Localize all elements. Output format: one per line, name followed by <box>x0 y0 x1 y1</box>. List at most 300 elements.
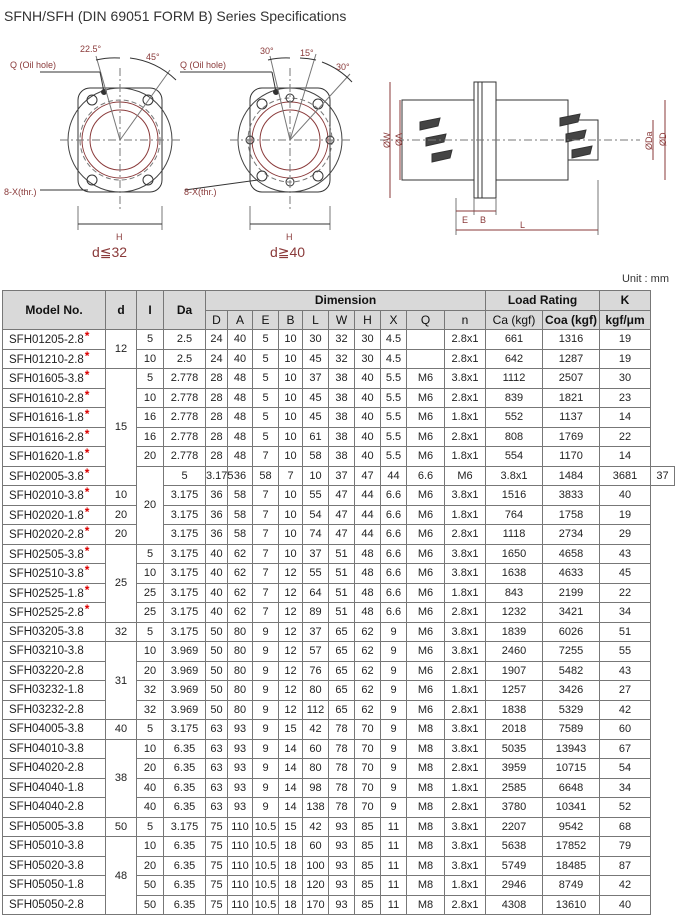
col-header-i: I <box>137 291 164 330</box>
cell-da: 2.778 <box>164 408 206 428</box>
cell-b: 15 <box>279 720 303 740</box>
model-number: SFH03232-2.8 <box>9 703 84 716</box>
cell-x: 9 <box>381 798 407 818</box>
cell-w: 51 <box>329 583 355 603</box>
cell-e: 10.5 <box>253 876 279 896</box>
cell-e: 9 <box>253 798 279 818</box>
cell-h: 70 <box>355 798 381 818</box>
cell-d: 24 <box>206 330 228 350</box>
table-row <box>3 759 675 779</box>
cell-k: 19 <box>600 505 651 525</box>
cell-n: 3.8x1 <box>445 856 486 876</box>
cell-w: 51 <box>329 564 355 584</box>
col-header-dim: H <box>355 310 381 330</box>
cell-da: 3.969 <box>164 681 206 701</box>
cell-da: 3.175 <box>164 505 206 525</box>
cell-i: 10 <box>137 349 164 369</box>
model-cell <box>3 642 106 662</box>
star-marker: * <box>84 387 90 402</box>
cell-ca: 2207 <box>486 817 543 837</box>
cell-b: 10 <box>279 525 303 545</box>
star-marker: * <box>84 524 90 539</box>
cell-w: 38 <box>329 388 355 408</box>
cell-k: 37 <box>651 466 675 486</box>
cell-l: 60 <box>303 837 329 857</box>
cell-i: 5 <box>137 544 164 564</box>
cell-coa: 1821 <box>543 388 600 408</box>
cell-l: 120 <box>303 876 329 896</box>
cell-n: 1.8x1 <box>445 408 486 428</box>
cell-w: 78 <box>329 720 355 740</box>
table-row <box>3 505 675 525</box>
cell-ca: 552 <box>486 408 543 428</box>
cell-b: 18 <box>279 856 303 876</box>
cell-w: 38 <box>329 427 355 447</box>
cell-d: 63 <box>206 759 228 779</box>
cell-x: 9 <box>381 739 407 759</box>
cell-coa: 8749 <box>543 876 600 896</box>
cell-ca: 2018 <box>486 720 543 740</box>
model-number: SFH05005-3.8 <box>9 820 84 833</box>
cell-l: 64 <box>303 583 329 603</box>
table-row <box>3 486 675 506</box>
cell-h: 70 <box>355 778 381 798</box>
cell-k: 14 <box>600 447 651 467</box>
cell-da: 6.35 <box>164 778 206 798</box>
cell-coa: 6648 <box>543 778 600 798</box>
table-header-row-1 <box>3 291 675 311</box>
model-number: SFH01616-2.8 <box>9 431 84 444</box>
cell-k: 67 <box>600 739 651 759</box>
cell-d: 20 <box>137 466 164 544</box>
cell-k: 60 <box>600 720 651 740</box>
cell-x: 6.6 <box>381 583 407 603</box>
cell-ca: 2460 <box>486 642 543 662</box>
col-header-dim: X <box>381 310 407 330</box>
cell-ca: 1907 <box>486 661 543 681</box>
technical-drawings <box>0 30 677 270</box>
cell-l: 57 <box>303 642 329 662</box>
cell-ca: 3780 <box>486 798 543 818</box>
cell-l: 45 <box>303 388 329 408</box>
cell-w: 38 <box>329 369 355 389</box>
cell-x: 5.5 <box>381 427 407 447</box>
cell-e: 5 <box>253 388 279 408</box>
cell-k: 19 <box>600 349 651 369</box>
cell-n: 3.8x1 <box>486 466 543 486</box>
cell-a: 80 <box>228 700 253 720</box>
cell-i: 5 <box>137 817 164 837</box>
model-cell <box>3 603 106 623</box>
table-row <box>3 447 675 467</box>
cell-da: 3.175 <box>206 466 228 486</box>
cell-q <box>407 349 445 369</box>
col-header-dim: D <box>206 310 228 330</box>
cell-i: 10 <box>106 486 137 506</box>
cell-q: M6 <box>407 505 445 525</box>
model-number: SFH02525-2.8 <box>9 607 84 620</box>
star-marker: * <box>84 348 90 363</box>
cell-b: 10 <box>279 330 303 350</box>
model-number: SFH04005-3.8 <box>9 723 84 736</box>
model-number: SFH04020-2.8 <box>9 762 84 775</box>
cell-a: 80 <box>228 642 253 662</box>
cell-l: 98 <box>303 778 329 798</box>
table-row <box>3 564 675 584</box>
cell-ca: 1638 <box>486 564 543 584</box>
col-header-dim: Q <box>407 310 445 330</box>
model-number: SFH05010-3.8 <box>9 840 84 853</box>
cell-l: 42 <box>303 720 329 740</box>
model-number: SFH02010-3.8 <box>9 490 84 503</box>
cell-da: 2.778 <box>164 369 206 389</box>
model-number: SFH03232-1.8 <box>9 684 84 697</box>
table-row <box>3 603 675 623</box>
cell-b: 10 <box>303 466 329 486</box>
cell-l: 55 <box>303 486 329 506</box>
star-marker: * <box>84 368 90 383</box>
cell-q: M6 <box>407 388 445 408</box>
cell-ca: 3959 <box>486 759 543 779</box>
cell-a: 48 <box>228 427 253 447</box>
cell-coa: 1170 <box>543 447 600 467</box>
table-row <box>3 895 675 915</box>
cell-b: 12 <box>279 622 303 642</box>
cell-d: 36 <box>206 505 228 525</box>
cell-n: 3.8x1 <box>445 544 486 564</box>
cell-k: 22 <box>600 427 651 447</box>
model-cell <box>3 408 106 428</box>
cell-coa: 9542 <box>543 817 600 837</box>
cell-i: 10 <box>137 739 164 759</box>
cell-d: 40 <box>106 720 137 740</box>
cell-k: 54 <box>600 759 651 779</box>
cell-q: M6 <box>407 447 445 467</box>
table-row <box>3 661 675 681</box>
cell-d: 63 <box>206 739 228 759</box>
cell-b: 10 <box>279 447 303 467</box>
col-header-coa: Coa (kgf) <box>543 310 600 330</box>
cell-e: 9 <box>253 759 279 779</box>
cell-e: 5 <box>253 408 279 428</box>
cell-k: 29 <box>600 525 651 545</box>
thread-label-mid: 8-X(thr.) <box>184 187 217 197</box>
col-header-dimension: Dimension <box>206 291 486 311</box>
cell-d: 40 <box>206 564 228 584</box>
star-marker: * <box>84 465 90 480</box>
model-number: SFH01210-2.8 <box>9 353 84 366</box>
cell-i: 10 <box>137 564 164 584</box>
h-label-mid: H <box>286 232 293 242</box>
cell-a: 93 <box>228 720 253 740</box>
h-label-left: H <box>116 232 123 242</box>
cell-ca: 5035 <box>486 739 543 759</box>
cell-l: 61 <box>303 427 329 447</box>
cell-x: 6.6 <box>381 525 407 545</box>
model-cell <box>3 720 106 740</box>
cell-w: 93 <box>329 817 355 837</box>
cell-l: 100 <box>303 856 329 876</box>
cell-l: 45 <box>303 408 329 428</box>
cell-k: 30 <box>600 369 651 389</box>
cell-e: 9 <box>253 739 279 759</box>
table-row <box>3 466 675 486</box>
model-cell <box>3 700 106 720</box>
cell-q: M6 <box>407 583 445 603</box>
cell-i: 20 <box>137 447 164 467</box>
cell-h: 30 <box>355 330 381 350</box>
cell-b: 10 <box>279 505 303 525</box>
cell-da: 3.175 <box>164 603 206 623</box>
cell-l: 80 <box>303 759 329 779</box>
table-row <box>3 525 675 545</box>
cell-a: 48 <box>228 408 253 428</box>
cell-a: 40 <box>228 349 253 369</box>
oil-hole-label-left: Q (Oil hole) <box>10 60 57 70</box>
cell-h: 85 <box>355 817 381 837</box>
cell-h: 40 <box>355 369 381 389</box>
cell-d: 25 <box>106 544 137 622</box>
cell-b: 14 <box>279 778 303 798</box>
cell-b: 18 <box>279 876 303 896</box>
cell-d: 15 <box>106 369 137 486</box>
model-cell <box>3 856 106 876</box>
cell-h: 62 <box>355 681 381 701</box>
model-number: SFH05020-3.8 <box>9 859 84 872</box>
cell-a: 58 <box>228 486 253 506</box>
table-row <box>3 681 675 701</box>
cell-d: 50 <box>206 681 228 701</box>
cell-i: 25 <box>137 603 164 623</box>
cell-e: 7 <box>253 505 279 525</box>
cell-ca: 4308 <box>486 895 543 915</box>
cell-b: 18 <box>279 837 303 857</box>
cell-coa: 1316 <box>543 330 600 350</box>
flange-drawing-large <box>180 54 352 230</box>
cell-k: 42 <box>600 876 651 896</box>
cell-a: 93 <box>228 798 253 818</box>
cell-k: 79 <box>600 837 651 857</box>
cell-w: 65 <box>329 700 355 720</box>
col-header-da: Da <box>164 291 206 330</box>
cell-d: 32 <box>106 622 137 642</box>
cell-w: 93 <box>329 895 355 915</box>
cell-a: 110 <box>228 876 253 896</box>
w-label: ØW <box>382 132 392 148</box>
cell-e: 9 <box>253 642 279 662</box>
cell-d: 50 <box>206 661 228 681</box>
cell-i: 5 <box>137 330 164 350</box>
cell-b: 10 <box>279 427 303 447</box>
cell-l: 55 <box>303 564 329 584</box>
cell-k: 40 <box>600 486 651 506</box>
model-cell <box>3 388 106 408</box>
cell-h: 62 <box>355 700 381 720</box>
cell-n: 2.8x1 <box>445 661 486 681</box>
table-row <box>3 720 675 740</box>
cell-n: 2.8x1 <box>445 798 486 818</box>
cell-h: 85 <box>355 856 381 876</box>
cell-x: 9 <box>381 759 407 779</box>
cell-ca: 764 <box>486 505 543 525</box>
table-row <box>3 876 675 896</box>
thread-label-left: 8-X(thr.) <box>4 187 37 197</box>
cell-e: 9 <box>253 700 279 720</box>
cell-k: 19 <box>600 330 651 350</box>
cell-k: 43 <box>600 544 651 564</box>
col-header-dim: E <box>253 310 279 330</box>
model-cell <box>3 427 106 447</box>
cell-n: 2.8x1 <box>445 388 486 408</box>
cell-q: M8 <box>407 778 445 798</box>
cell-k: 22 <box>600 583 651 603</box>
cell-da: 3.175 <box>164 583 206 603</box>
cell-da: 6.35 <box>164 876 206 896</box>
cell-d: 24 <box>206 349 228 369</box>
cell-ca: 554 <box>486 447 543 467</box>
cell-l: 30 <box>303 330 329 350</box>
cell-w: 47 <box>355 466 381 486</box>
cell-a: 58 <box>228 525 253 545</box>
col-header-dim: A <box>228 310 253 330</box>
cell-h: 40 <box>355 447 381 467</box>
cell-q: M6 <box>407 427 445 447</box>
cell-l: 37 <box>329 466 355 486</box>
cell-x: 6.6 <box>381 564 407 584</box>
star-marker: * <box>84 543 90 558</box>
cell-i: 16 <box>137 427 164 447</box>
star-marker: * <box>84 504 90 519</box>
cell-q: M8 <box>407 798 445 818</box>
cell-q: M8 <box>407 739 445 759</box>
cell-w: 32 <box>329 349 355 369</box>
table-row <box>3 408 675 428</box>
cell-d: 75 <box>206 817 228 837</box>
col-header-ca: Ca (kgf) <box>486 310 543 330</box>
cell-da: 6.35 <box>164 856 206 876</box>
e-label: E <box>462 215 469 225</box>
cell-b: 10 <box>279 388 303 408</box>
angle-label-c-mid: 30° <box>336 62 350 72</box>
cell-d: 28 <box>206 369 228 389</box>
cell-d: 75 <box>206 876 228 896</box>
col-header-dim: W <box>329 310 355 330</box>
cell-q: M6 <box>407 544 445 564</box>
cell-n: 2.8x1 <box>445 427 486 447</box>
cell-a: 110 <box>228 895 253 915</box>
cell-e: 9 <box>253 720 279 740</box>
cell-ca: 1516 <box>486 486 543 506</box>
star-marker: * <box>84 446 90 461</box>
cell-n: 3.8x1 <box>445 739 486 759</box>
cell-q: M6 <box>407 622 445 642</box>
cell-a: 93 <box>228 759 253 779</box>
cell-q: M6 <box>407 603 445 623</box>
cell-w: 47 <box>329 505 355 525</box>
model-cell <box>3 876 106 896</box>
cell-coa: 3833 <box>543 486 600 506</box>
cell-k: 23 <box>600 388 651 408</box>
model-number: SFH03210-3.8 <box>9 645 84 658</box>
cell-coa: 6026 <box>543 622 600 642</box>
cell-x: 11 <box>381 837 407 857</box>
cell-ca: 839 <box>486 388 543 408</box>
col-header-dim: L <box>303 310 329 330</box>
col-header-load-rating: Load Rating <box>486 291 600 311</box>
model-number: SFH01616-1.8 <box>9 412 84 425</box>
cell-b: 15 <box>279 817 303 837</box>
table-row <box>3 622 675 642</box>
cell-a: 80 <box>228 622 253 642</box>
cell-k: 34 <box>600 778 651 798</box>
cell-n: 2.8x1 <box>445 700 486 720</box>
col-header-model: Model No. <box>3 291 106 330</box>
cell-a: 48 <box>228 447 253 467</box>
cell-a: 62 <box>228 544 253 564</box>
table-row <box>3 739 675 759</box>
cell-e: 9 <box>253 661 279 681</box>
cell-a: 62 <box>228 564 253 584</box>
cell-b: 12 <box>279 661 303 681</box>
cell-q: M6 <box>407 661 445 681</box>
model-cell <box>3 505 106 525</box>
cell-da: 3.175 <box>164 564 206 584</box>
cell-d: 63 <box>206 778 228 798</box>
cell-h: 85 <box>355 876 381 896</box>
cell-d: 63 <box>206 720 228 740</box>
cell-a: 40 <box>228 330 253 350</box>
model-cell <box>3 486 106 506</box>
cell-l: 80 <box>303 681 329 701</box>
cell-i: 5 <box>137 369 164 389</box>
cell-e: 7 <box>253 486 279 506</box>
cell-x: 6.6 <box>381 486 407 506</box>
cell-x: 9 <box>381 681 407 701</box>
cell-coa: 1769 <box>543 427 600 447</box>
cell-coa: 3681 <box>600 466 651 486</box>
cell-da: 3.175 <box>164 525 206 545</box>
cell-l: 42 <box>303 817 329 837</box>
cell-w: 93 <box>329 856 355 876</box>
model-cell <box>3 759 106 779</box>
cell-k: 14 <box>600 408 651 428</box>
cell-e: 10.5 <box>253 895 279 915</box>
cell-d: 12 <box>106 330 137 369</box>
table-row <box>3 330 675 350</box>
cell-w: 65 <box>329 622 355 642</box>
col-header-d: d <box>106 291 137 330</box>
model-cell <box>3 895 106 915</box>
cell-coa: 13610 <box>543 895 600 915</box>
cell-e: 10.5 <box>253 837 279 857</box>
cell-d: 50 <box>206 642 228 662</box>
cell-da: 6.35 <box>164 837 206 857</box>
cell-w: 78 <box>329 798 355 818</box>
model-number: SFH05050-2.8 <box>9 898 84 911</box>
model-number: SFH02020-1.8 <box>9 509 84 522</box>
cell-coa: 5329 <box>543 700 600 720</box>
cell-i: 5 <box>164 466 206 486</box>
cell-x: 4.5 <box>381 330 407 350</box>
cell-n: 3.8x1 <box>445 720 486 740</box>
model-cell <box>3 544 106 564</box>
table-body <box>3 330 675 915</box>
cell-i: 50 <box>137 876 164 896</box>
cell-e: 5 <box>253 349 279 369</box>
table-row <box>3 837 675 857</box>
cell-a: 93 <box>228 739 253 759</box>
col-header-dim: B <box>279 310 303 330</box>
